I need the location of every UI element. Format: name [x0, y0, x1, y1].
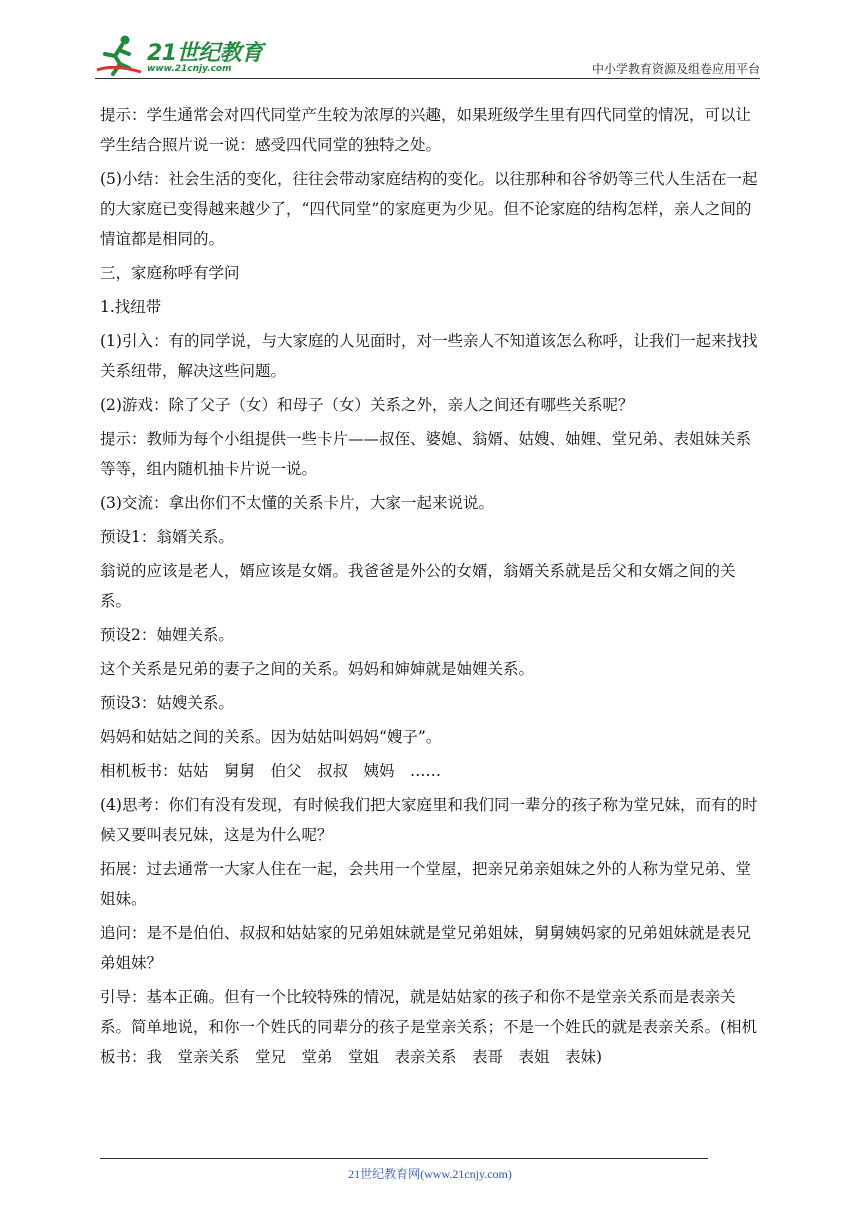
page-header — [95, 30, 760, 80]
platform-label: 中小学教育资源及组卷应用平台 — [591, 62, 760, 76]
paragraph: (2)游戏：除了父子（女）和母子（女）关系之外，亲人之间还有哪些关系呢？ — [100, 396, 634, 414]
paragraph: 提示：教师为每个小组提供一些卡片——叔侄、婆媳、翁婿、姑嫂、妯娌、堂兄弟、表姐妹关系等等，组内随机抽卡片说一说。 — [100, 430, 752, 478]
logo — [95, 34, 275, 78]
paragraph: (5)小结：社会生活的变化，往往会带动家庭结构的变化。以往那种和谷爷奶等三代人生活在一起的大家庭已变得越来越少了，“四代同堂”的家庭更为少见。但不论家庭的结构怎样，亲人之间的情谊都是相同的。 — [100, 170, 758, 248]
logo-text: 21世纪教育 — [147, 41, 263, 66]
paragraph: 引导：基本正确。但有一个比较特殊的情况，就是姑姑家的孩子和你不是堂亲关系而是表亲关系。简单地说，和你一个姓氏的同辈分的孩子是堂亲关系；不是一个姓氏的就是表亲关系。(相机板书：我 堂亲关系 堂兄 堂弟 堂姐 表亲关系 表哥 表姐 表妹) — [100, 988, 758, 1066]
paragraph: (4)思考：你们有没有发现，有时候我们把大家庭里和我们同一辈分的孩子称为堂兄妹，而有的时候又要叫表兄妹，这是为什么呢？ — [100, 796, 758, 844]
section-heading: 三，家庭称呼有学问 — [100, 264, 240, 282]
paragraph: 翁说的应该是老人，婿应该是女婿。我爸爸是外公的女婿，翁婿关系就是岳父和女婿之间的关系。 — [100, 562, 736, 610]
paragraph: 这个关系是兄弟的妻子之间的关系。妈妈和婶婶就是妯娌关系。 — [100, 660, 535, 678]
header-divider — [95, 78, 760, 79]
footer-divider — [100, 1158, 708, 1159]
paragraph: 追问：是不是伯伯、叔叔和姑姑家的兄弟姐妹就是堂兄弟姐妹，舅舅姨妈家的兄弟姐妹就是表兄弟姐妹？ — [100, 924, 752, 972]
runner-logo-icon — [95, 34, 145, 78]
paragraph: 预设1：翁婿关系。 — [100, 528, 234, 546]
paragraph: (1)引入：有的同学说，与大家庭的人见面时，对一些亲人不知道该怎么称呼，让我们一起来找找关系纽带，解决这些问题。 — [100, 332, 758, 380]
paragraph: 提示：学生通常会对四代同堂产生较为浓厚的兴趣，如果班级学生里有四代同堂的情况，可以让学生结合照片说一说：感受四代同堂的独特之处。 — [100, 106, 752, 154]
paragraph: 拓展：过去通常一大家人住在一起，会共用一个堂屋，把亲兄弟亲姐妹之外的人称为堂兄弟、堂姐妹。 — [100, 860, 752, 908]
logo-url: www.21cnjy.com — [147, 64, 232, 74]
subsection-heading: 1.找纽带 — [100, 298, 162, 316]
paragraph: (3)交流：拿出你们不太懂的关系卡片，大家一起来说说。 — [100, 494, 494, 512]
paragraph: 预设2：妯娌关系。 — [100, 626, 234, 644]
page-footer: 21世纪教育网(www.21cnjy.com) — [348, 1167, 512, 1181]
paragraph: 妈妈和姑姑之间的关系。因为姑姑叫妈妈“嫂子”。 — [100, 728, 442, 746]
paragraph: 相机板书：姑姑 舅舅 伯父 叔叔 姨妈 …… — [100, 762, 442, 780]
document-body — [100, 100, 762, 1076]
paragraph: 预设3：姑嫂关系。 — [100, 694, 234, 712]
